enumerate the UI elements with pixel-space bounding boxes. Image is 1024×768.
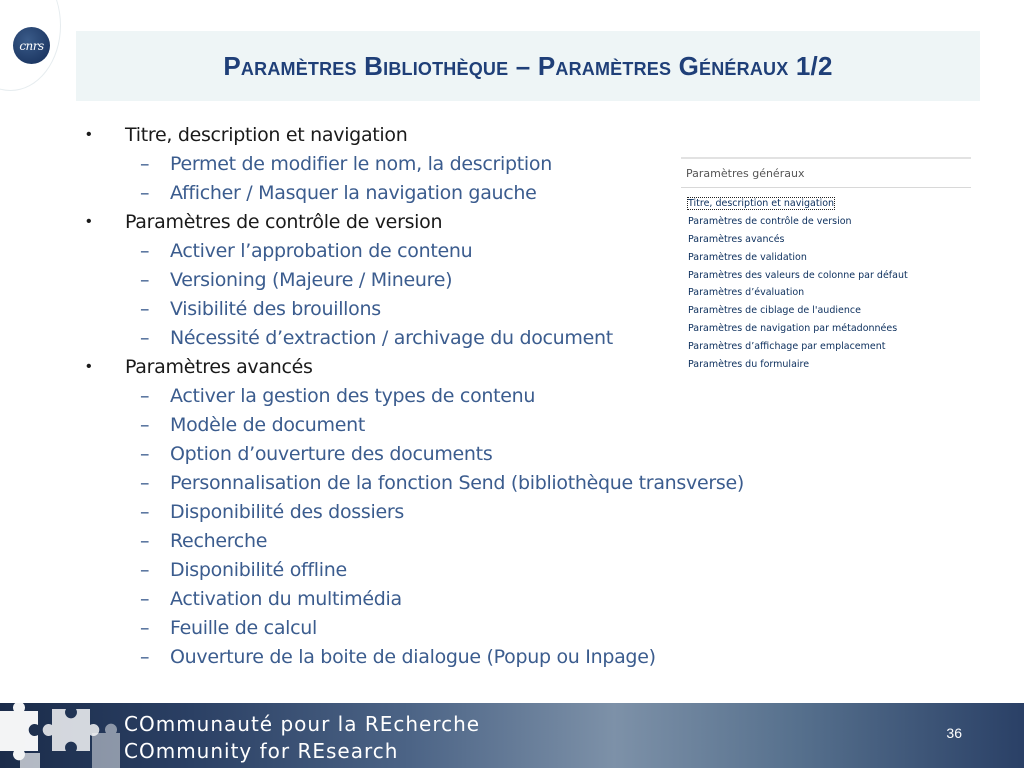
- panel-settings-link-label: Titre, description et navigation: [688, 198, 835, 210]
- panel-settings-link[interactable]: [688, 248, 971, 266]
- footer-line-english: COmmunity for REsearch: [124, 739, 399, 763]
- sub-bullet-dash: –: [140, 384, 150, 407]
- sub-bullet-item: [86, 555, 744, 584]
- sub-bullet-dash: –: [140, 587, 150, 610]
- bullet-item: [86, 120, 744, 149]
- bullet-dot: •: [86, 125, 92, 143]
- sub-bullet-item: [86, 323, 744, 352]
- cnrs-logo-icon: cnrs: [13, 27, 50, 64]
- sub-bullet-item: [86, 294, 744, 323]
- page-number: 36: [946, 725, 962, 741]
- sub-bullet-dash: –: [140, 181, 150, 204]
- panel-settings-link[interactable]: [688, 337, 971, 355]
- panel-settings-link[interactable]: [688, 284, 971, 302]
- sub-bullet-dash: –: [140, 152, 150, 175]
- panel-settings-link-label: Paramètres d’affichage par emplacement: [688, 340, 886, 352]
- sub-bullet-label: Feuille de calcul: [170, 616, 318, 639]
- panel-settings-link-label: Paramètres du formulaire: [688, 358, 810, 370]
- sub-bullet-dash: –: [140, 239, 150, 262]
- panel-settings-link-label: Paramètres de validation: [688, 251, 807, 263]
- sub-bullet-label: Activation du multimédia: [170, 587, 402, 610]
- panel-settings-link[interactable]: [688, 213, 971, 231]
- sub-bullet-dash: –: [140, 529, 150, 552]
- sub-bullet-label: Permet de modifier le nom, la description: [170, 152, 552, 175]
- panel-settings-link-label: Paramètres avancés: [688, 233, 785, 245]
- panel-link-list: [681, 188, 971, 373]
- sub-bullet-item: [86, 236, 744, 265]
- sub-bullet-label: Option d’ouverture des documents: [170, 442, 493, 465]
- sub-bullet-label: Versioning (Majeure / Mineure): [170, 268, 453, 291]
- bullet-item: [86, 352, 744, 381]
- sub-bullet-item: [86, 410, 744, 439]
- puzzle-pieces-icon: [0, 703, 120, 768]
- sub-bullet-item: [86, 381, 744, 410]
- sub-bullet-dash: –: [140, 413, 150, 436]
- sub-bullet-dash: –: [140, 326, 150, 349]
- sub-bullet-item: [86, 468, 744, 497]
- sub-bullet-dash: –: [140, 471, 150, 494]
- bullet-label: Paramètres avancés: [125, 355, 313, 378]
- sub-bullet-item: [86, 178, 744, 207]
- sub-bullet-label: Ouverture de la boite de dialogue (Popup ou Inpage): [170, 645, 656, 668]
- panel-settings-link[interactable]: [688, 266, 971, 284]
- sub-bullet-label: Disponibilité offline: [170, 558, 347, 581]
- sub-bullet-label: Afficher / Masquer la navigation gauche: [170, 181, 537, 204]
- panel-settings-link[interactable]: [688, 355, 971, 373]
- panel-settings-link[interactable]: [688, 195, 971, 213]
- bullet-item: [86, 207, 744, 236]
- sub-bullet-item: [86, 642, 744, 671]
- sub-bullet-label: Recherche: [170, 529, 268, 552]
- sub-bullet-item: [86, 265, 744, 294]
- sub-bullet-item: [86, 149, 744, 178]
- panel-settings-link[interactable]: [688, 320, 971, 338]
- sub-bullet-item: [86, 439, 744, 468]
- bullet-list: [86, 120, 744, 671]
- panel-settings-link-label: Paramètres de navigation par métadonnées: [688, 322, 898, 334]
- sub-bullet-label: Activer la gestion des types de contenu: [170, 384, 536, 407]
- settings-panel-screenshot: [681, 157, 971, 373]
- panel-settings-link-label: Paramètres d’évaluation: [688, 287, 805, 299]
- sub-bullet-dash: –: [140, 558, 150, 581]
- sub-bullet-label: Nécessité d’extraction / archivage du document: [170, 326, 613, 349]
- sub-bullet-label: Disponibilité des dossiers: [170, 500, 404, 523]
- footer-banner: [0, 703, 1024, 768]
- sub-bullet-item: [86, 613, 744, 642]
- panel-settings-link-label: Paramètres de contrôle de version: [688, 216, 852, 228]
- bullet-dot: •: [86, 357, 92, 375]
- sub-bullet-item: [86, 526, 744, 555]
- panel-header: Paramètres généraux: [681, 159, 971, 188]
- sub-bullet-label: Visibilité des brouillons: [170, 297, 381, 320]
- sub-bullet-item: [86, 584, 744, 613]
- sub-bullet-label: Modèle de document: [170, 413, 366, 436]
- title-bar: [76, 31, 980, 101]
- sub-bullet-dash: –: [140, 442, 150, 465]
- panel-settings-link-label: Paramètres de ciblage de l'audience: [688, 305, 861, 317]
- panel-settings-link[interactable]: [688, 231, 971, 249]
- bullet-label: Titre, description et navigation: [125, 123, 408, 146]
- footer-line-french: COmmunauté pour la REcherche: [124, 712, 481, 736]
- sub-bullet-item: [86, 497, 744, 526]
- panel-settings-link[interactable]: [688, 302, 971, 320]
- panel-settings-link-label: Paramètres des valeurs de colonne par défaut: [688, 269, 908, 281]
- sub-bullet-dash: –: [140, 645, 150, 668]
- sub-bullet-dash: –: [140, 297, 150, 320]
- sub-bullet-dash: –: [140, 500, 150, 523]
- bullet-dot: •: [86, 212, 92, 230]
- bullet-label: Paramètres de contrôle de version: [125, 210, 443, 233]
- sub-bullet-label: Personnalisation de la fonction Send (bibliothèque transverse): [170, 471, 744, 494]
- sub-bullet-dash: –: [140, 268, 150, 291]
- sub-bullet-label: Activer l’approbation de contenu: [170, 239, 473, 262]
- slide-title: Paramètres Bibliothèque – Paramètres Généraux 1/2: [223, 50, 833, 81]
- sub-bullet-dash: –: [140, 616, 150, 639]
